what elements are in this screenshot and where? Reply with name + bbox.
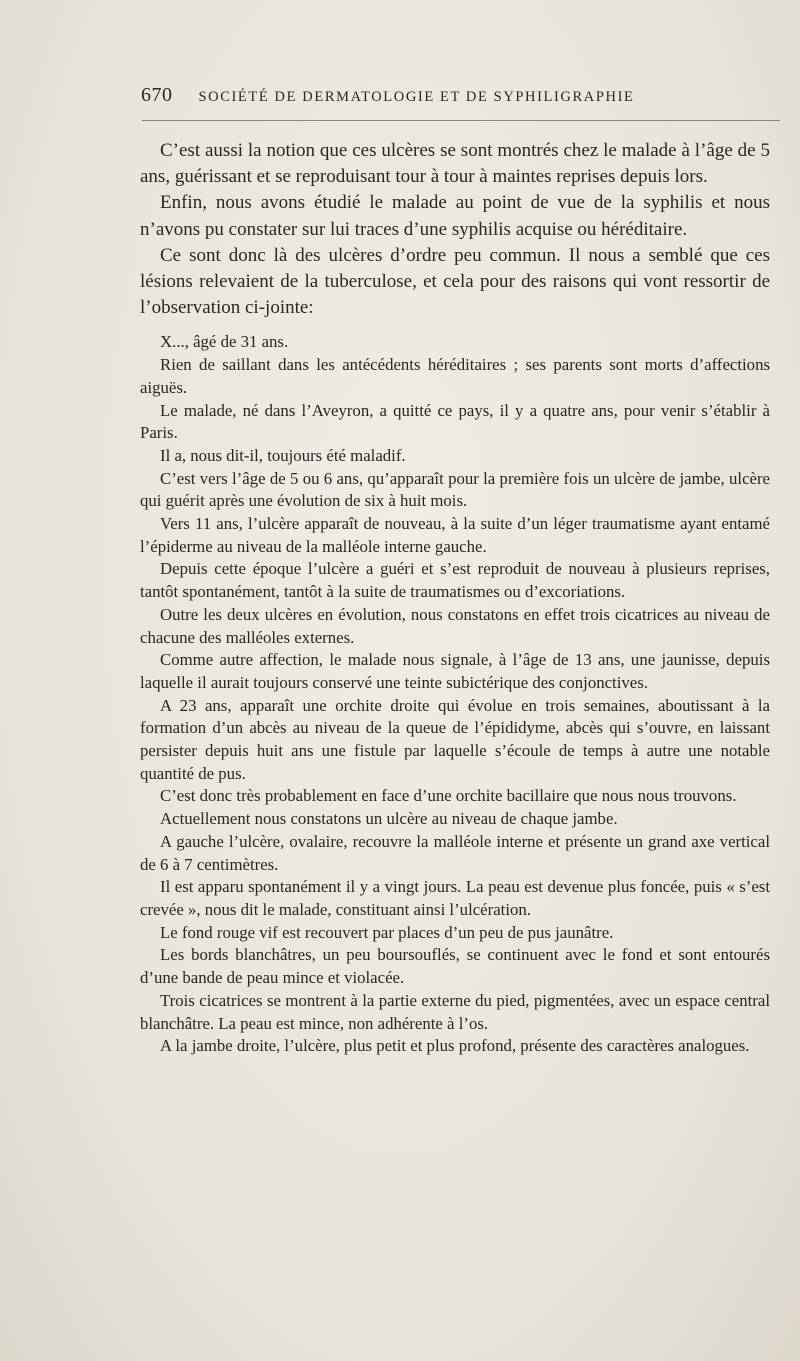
paragraph: Enfin, nous avons étudié le malade au point de vue de la syphilis et nous n’avons pu constater sur lui traces d’une syphilis acquise ou héréditaire. [140,192,770,240]
observation-paragraph: C’est donc très probablement en face d’une orchite bacillaire que nous nous trouvons. [160,786,737,806]
observation-paragraph: A gauche l’ulcère, ovalaire, recouvre la malléole interne et présente un grand axe vertical de 6 à 7 centimètres. [140,831,770,874]
observation-paragraph: Depuis cette époque l’ulcère a guéri et s’est reproduit de nouveau à plusieurs reprises, tantôt spontanément, tantôt à la suite de traumatismes ou d’excoriations. [140,559,770,602]
observation-paragraph: C’est vers l’âge de 5 ou 6 ans, qu’apparaît pour la première fois un ulcère de jambe, ulcère qui guérit après une évolution de six à huit mois. [140,468,770,511]
page-number: 670 [141,84,173,106]
observation-paragraph: A la jambe droite, l’ulcère, plus petit et plus profond, présente des caractères analogues. [160,1036,750,1056]
section-gap [140,321,770,331]
observation-paragraph: Le malade, né dans l’Aveyron, a quitté ce pays, il y a quatre ans, pour venir s’établir à Paris. [140,400,770,443]
observation-paragraph: Outre les deux ulcères en évolution, nous constatons en effet trois cicatrices au niveau de chacune des malléoles externes. [140,604,770,647]
observation-paragraph: Le fond rouge vif est recouvert par places d’un peu de pus jaunâtre. [160,922,614,942]
paragraph: Ce sont donc là des ulcères d’ordre peu commun. Il nous a semblé que ces lésions relevaient de la tuberculose, et cela pour des raisons qui vont ressortir de l’observation ci-jointe: [140,244,770,319]
observation-paragraph: Vers 11 ans, l’ulcère apparaît de nouveau, à la suite d’un léger traumatisme ayant entamé l’épiderme au niveau de la malléole interne gauche. [140,514,770,556]
header-rule [142,120,780,121]
body-text [140,138,770,1058]
observation-paragraph: Il a, nous dit-il, toujours été maladif. [160,445,406,465]
observation-paragraph: Comme autre affection, le malade nous signale, à l’âge de 13 ans, une jaunisse, depuis laquelle il aurait toujours conservé une teinte subictérique des conjonctives. [140,650,770,692]
paragraph: C’est aussi la notion que ces ulcères se sont montrés chez le malade à l’âge de 5 ans, guérissant et se reproduisant tour à tour à maintes reprises depuis lors. [140,140,770,188]
observation-paragraph: Actuellement nous constatons un ulcère au niveau de chaque jambe. [160,809,618,829]
observation-paragraph: X..., âgé de 31 ans. [160,332,289,352]
observation-paragraph: Les bords blanchâtres, un peu boursouflés, se continuent avec le fond et sont entourés d’une bande de peau mince et violacée. [140,945,770,988]
running-header [141,84,781,112]
observation-paragraph: Rien de saillant dans les antécédents héréditaires ; ses parents sont morts d’affections aiguës. [140,355,770,397]
observation-paragraph: Trois cicatrices se montrent à la partie externe du pied, pigmentées, avec un espace central blanchâtre. La peau est mince, non adhérente à l’os. [140,990,770,1033]
observation-paragraph: A 23 ans, apparaît une orchite droite qui évolue en trois semaines, aboutissant à la formation d’un abcès au niveau de la queue de l’épididyme, abcès qui s’ouvre, en laissant persister depuis huit ans une fistule par laquelle s’écoule de temps à autre une notable quantité de pus. [140,695,770,783]
running-title: SOCIÉTÉ DE DERMATOLOGIE ET DE SYPHILIGRAPHIE [198,89,635,105]
observation-paragraph: Il est apparu spontanément il y a vingt jours. La peau est devenue plus foncée, puis « s’est crevée », nous dit le malade, constituant ainsi l’ulcération. [140,877,770,919]
